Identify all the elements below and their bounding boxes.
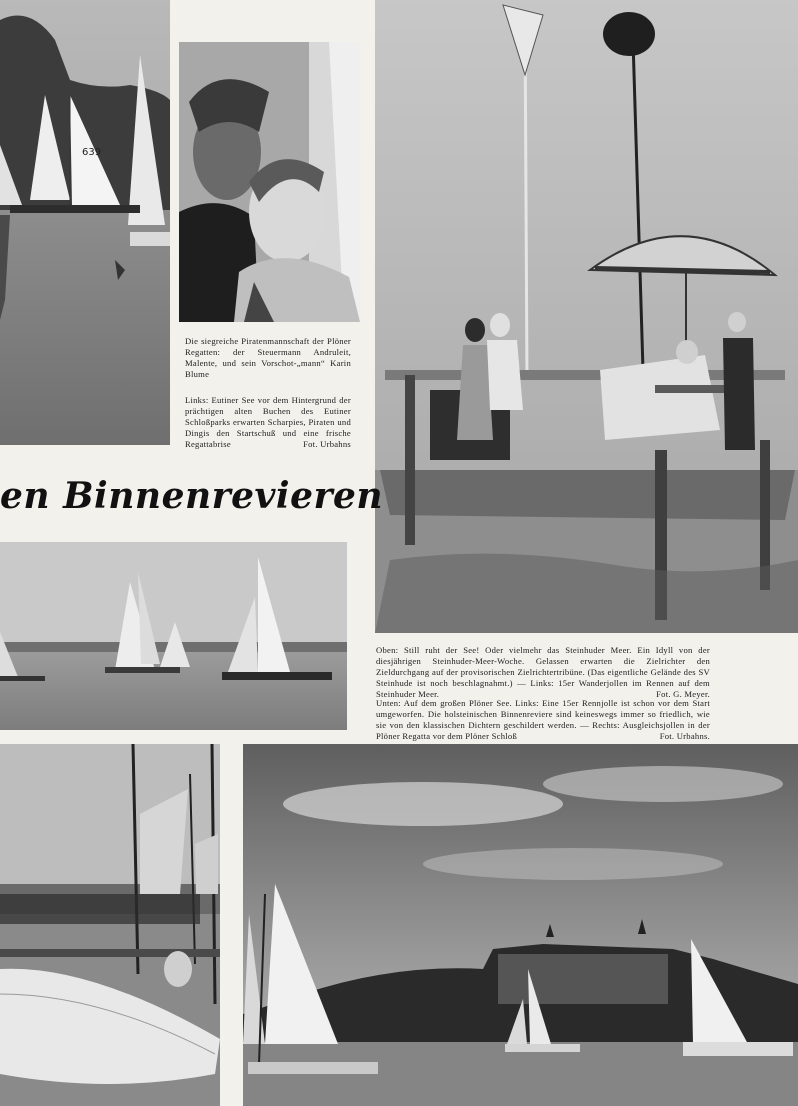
caption-portrait: Die siegreiche Piratenmannschaft der Plöner Regatten: der Steuermann Andruleit, Malente, und sein Vorschot-„mann“ Karin Blume (185, 336, 351, 379)
caption-ploen-text: Unten: Auf dem großen Plöner See. Links: Eine 15er Rennjolle ist schon vor dem Start umgeworfen. Die holsteinischen Binnenreviere sind keineswegs immer so friedlich, wie sie von den klassischen Dichtern geschildert werden. — Rechts: Ausgleichsjollen in der Plöner Regatta vor dem Plöner Schloß (376, 698, 710, 741)
caption-steinhude-text: Oben: Still ruht der See! Oder vielmehr das Steinhuder Meer. Ein Idyll von der diesjährigen Steinhuder-Meer-Woche. Gelassen erwarten die Zielrichter den Zieldurchgang auf der provisorischen Zielrichtertribüne. (Das eigentliche Gelände des SV Steinhude ist noch beschlagnahmt.) — Links: 15er Wanderjollen im Rennen auf dem Steinhuder Meer. (376, 645, 710, 699)
caption-steinhude (376, 645, 710, 700)
photo-crew-portrait (179, 42, 360, 322)
photo-wanderjollen-race (0, 542, 347, 730)
photo-steinhude-pier (375, 0, 798, 633)
caption-steinhude-credit: Fot. G. Meyer. (656, 689, 710, 699)
photo-eutin-sailboats (0, 0, 170, 445)
caption-eutin-credit: Fot. Urbahns (303, 439, 351, 449)
photo-ploen-castle-regatta (243, 744, 798, 1106)
page-headline: en Binnenrevieren (0, 475, 384, 517)
sail-number: 639 (82, 147, 102, 158)
caption-eutin-text: Links: Eutiner See vor dem Hintergrund der prächtigen alten Buchen des Eutiner Schloßparks erwarten Scharpies, Piraten und Dingis den Startschuß und eine frische Regattabrise (185, 395, 351, 449)
caption-ploen-credit: Fot. Urbahns. (659, 731, 710, 741)
photo-capsized-jolle (0, 744, 220, 1106)
caption-eutin (185, 395, 351, 450)
caption-ploen (376, 698, 710, 742)
